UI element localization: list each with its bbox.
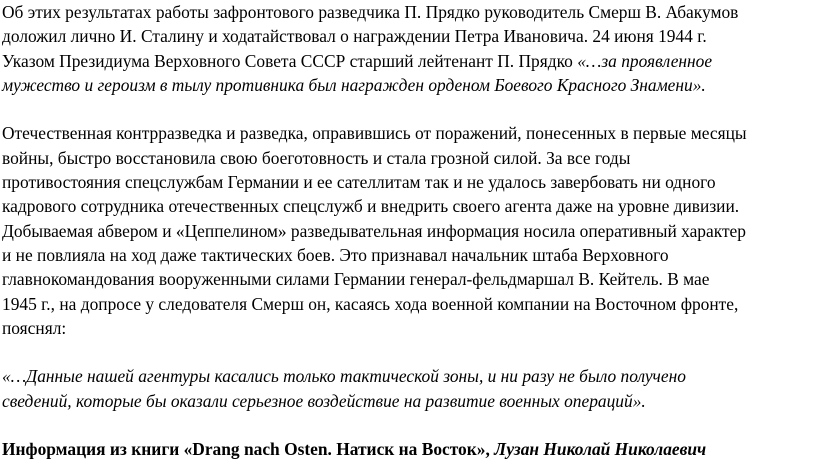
text-line-plain: Указом Президиума Верховного Совета СССР старший лейтенант П. Прядко <box>2 50 578 71</box>
text-line: противостояния спецслужбам Германии и ее сателлитам так и не удалось завербовать ни одного <box>2 172 716 193</box>
text-line: пояснял: <box>2 317 67 338</box>
paragraph-spacer <box>2 340 814 364</box>
text-line: Добываемая абвером и «Цеппелином» разведывательная информация носила оперативный характер <box>2 220 746 241</box>
paragraph-spacer <box>2 97 814 121</box>
text-line: 1945 г., на допросе у следователя Смерш он, касаясь хода военной компании на Восточном фронте, <box>2 293 739 314</box>
document-page <box>2 0 814 462</box>
text-line: войны, быстро восстановила свою боеготовность и стала грозной силой. За все годы <box>2 147 631 168</box>
award-quote-start: «…за проявленное <box>577 50 713 71</box>
text-line: кадрового сотрудника отечественных спецслужб и внедрить своего агента даже на уровне дивизии. <box>2 196 740 217</box>
source-author: Лузан Николай Николаевич <box>494 439 707 460</box>
paragraph-spacer <box>2 413 814 437</box>
text-line: главнокомандования вооруженными силами Германии генерал-фельдмаршал В. Кейтель. В мае <box>2 269 710 290</box>
quote-line: сведений, которые бы оказали серьезное воздействие на развитие военных операций». <box>2 390 646 411</box>
source-line <box>2 437 814 461</box>
text-line <box>2 49 814 73</box>
award-quote-end: мужество и героизм в тылу противника был награжден орденом Боевого Красного Знамени». <box>2 74 706 95</box>
text-line: Отечественная контрразведка и разведка, оправившись от поражений, понесенных в первые месяцы <box>2 123 747 144</box>
text-line: доложил лично И. Сталину и ходатайствовал о награждении Петра Ивановича. 24 июня 1944 г. <box>2 26 707 47</box>
text-line: Об этих результатах работы зафронтового разведчика П. Прядко руководитель Смерш В. Абакумов <box>2 2 739 22</box>
paragraph-keitel-quote <box>2 364 814 413</box>
source-citation <box>2 437 814 461</box>
quote-line: «…Данные нашей агентуры касались только тактической зоны, и ни разу не было получено <box>2 366 686 387</box>
text-line <box>2 73 814 97</box>
source-book-title: Информация из книги «Drang nach Osten. Натиск на Восток», <box>2 439 495 460</box>
paragraph-awarding <box>2 0 814 97</box>
text-line: и не повлияла на ход даже тактических боев. Это признавал начальник штаба Верховного <box>2 244 669 265</box>
paragraph-counterintelligence <box>2 121 814 340</box>
